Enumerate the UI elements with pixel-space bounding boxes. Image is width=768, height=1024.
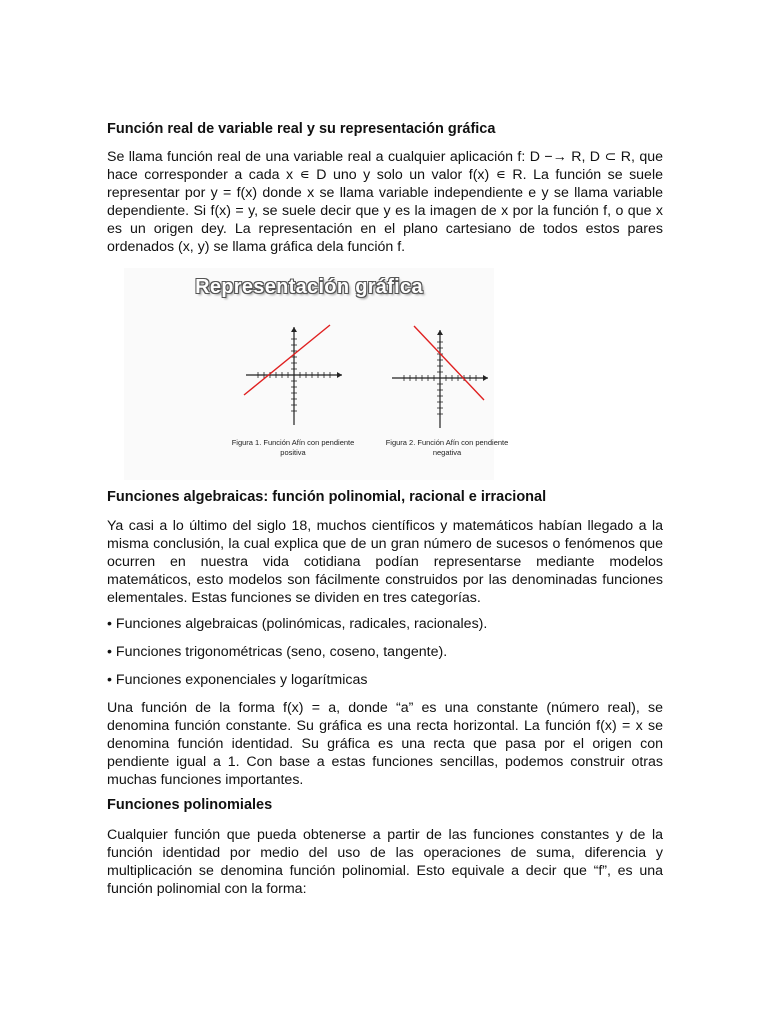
graph2-x-arrow <box>483 375 488 381</box>
bullet-exponential: • Funciones exponenciales y logarítmicas <box>107 672 368 688</box>
graph1-function-line <box>244 325 330 395</box>
figure-title: Representación gráfica <box>195 276 423 298</box>
section-heading-algebraic-functions: Funciones algebraicas: función polinomial, racional e irracional <box>107 489 547 505</box>
graph2-function-line <box>414 326 484 400</box>
figure-caption-2: Figura 2. Función Afín con pendiente negativa <box>385 438 509 457</box>
section-heading-polynomial: Funciones polinomiales <box>107 797 273 813</box>
figure-caption-1: Figura 1. Función Afín con pendiente positiva <box>231 438 355 457</box>
bullet-trigonometric: • Funciones trigonométricas (seno, coseno, tangente). <box>107 644 448 660</box>
graph-negative-slope <box>392 326 488 428</box>
graph1-y-arrow <box>291 327 297 332</box>
graph-positive-slope <box>244 325 342 425</box>
paragraph-definition: Se llama función real de una variable real a cualquier aplicación f: D −→ R, D ⊂ R, que hace corresponder a cada x ∊ D uno y solo un valor f(x) ∊ R. La función se suele representar por y = f(x) donde x se llama variable independiente e y se llama variable dependiente. Si f(x) = y, se suele decir que y es la imagen de x por la función f, o que x es un origen dey. La representación en el plano cartesiano de todos estos pares ordenados (x, y) se llama gráfica dela función f. <box>107 149 663 255</box>
graph1-x-arrow <box>337 372 342 378</box>
bullet-algebraic: • Funciones algebraicas (polinómicas, radicales, racionales). <box>107 616 488 632</box>
graph-figure <box>124 268 509 480</box>
graph2-y-arrow <box>437 330 443 335</box>
paragraph-polynomial: Cualquier función que pueda obtenerse a partir de las funciones constantes y de la función identidad por medio del uso de las operaciones de suma, diferencia y multiplicación se denomina función polinomial. Esto equivale a decir que “f”, es una función polinomial con la forma: <box>107 827 663 897</box>
section-heading-real-function: Función real de variable real y su representación gráfica <box>107 121 496 137</box>
paragraph-constant-function: Una función de la forma f(x) = a, donde “a” es una constante (número real), se denomina función constante. Su gráfica es una recta horizontal. La función f(x) = x se denomina función identidad. Su gráfica es una recta que pasa por el origen con pendiente igual a 1. Con base a estas funciones sencillas, podemos construir otras muchas funciones importantes. <box>107 700 663 788</box>
paragraph-history: Ya casi a lo último del siglo 18, muchos científicos y matemáticos habían llegado a la misma conclusión, la cual explica que de un gran número de sucesos o fenómenos que ocurren en nuestra vida cotidiana podían representarse mediante modelos matemáticos, esto modelos son fácilmente construidos por las denominadas funciones elementales. Estas funciones se dividen en tres categorías. <box>107 518 663 606</box>
